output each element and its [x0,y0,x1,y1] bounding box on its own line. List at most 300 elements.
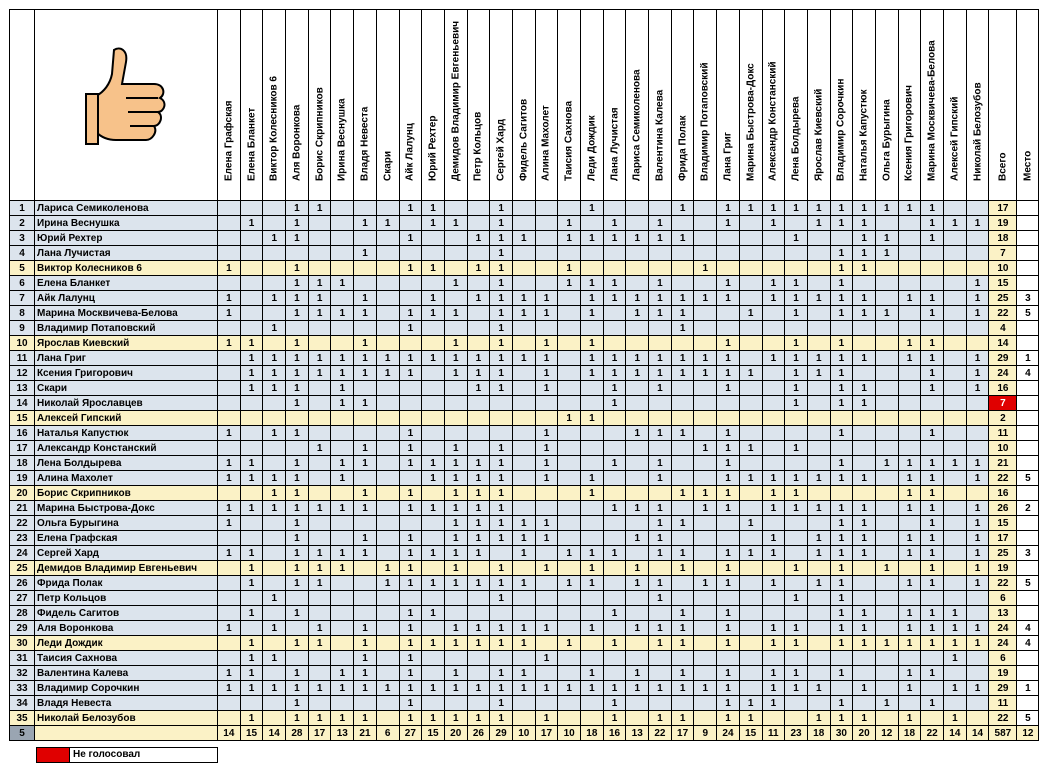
vote-cell [807,666,830,681]
vote-cell [331,411,354,426]
vote-cell: 1 [830,711,853,726]
vote-cell: 1 [649,501,672,516]
vote-cell [626,471,649,486]
row-place [1017,651,1039,666]
vote-cell: 1 [399,306,422,321]
row-number: 2 [10,216,35,231]
vote-cell [218,396,241,411]
row-total: 18 [989,231,1017,246]
vote-cell [535,246,558,261]
vote-cell [966,441,989,456]
vote-cell [354,591,377,606]
vote-cell: 1 [966,366,989,381]
participant-name: Сергей Хард [35,546,218,561]
vote-cell: 1 [671,516,694,531]
vote-cell [240,396,263,411]
column-total: 10 [558,726,581,741]
vote-cell [535,276,558,291]
row-total: 24 [989,636,1017,651]
vote-cell: 1 [649,456,672,471]
row-total: 19 [989,561,1017,576]
row-total: 15 [989,516,1017,531]
vote-cell [354,321,377,336]
vote-cell [308,336,331,351]
row-total: 25 [989,291,1017,306]
vote-cell [422,411,445,426]
vote-cell: 1 [626,366,649,381]
vote-cell [739,666,762,681]
vote-cell: 1 [785,276,808,291]
row-number: 19 [10,471,35,486]
vote-cell [603,261,626,276]
vote-cell: 1 [671,666,694,681]
vote-cell: 1 [535,291,558,306]
vote-cell: 1 [898,576,921,591]
vote-cell: 1 [739,516,762,531]
vote-cell [785,321,808,336]
vote-cell: 1 [399,426,422,441]
vote-cell [399,516,422,531]
row-number: 9 [10,321,35,336]
vote-cell: 1 [263,591,286,606]
row-number: 7 [10,291,35,306]
column-header [762,10,785,201]
vote-cell [626,456,649,471]
vote-cell [603,531,626,546]
vote-cell: 1 [535,681,558,696]
vote-cell: 1 [626,561,649,576]
vote-cell: 1 [649,276,672,291]
vote-cell [785,246,808,261]
vote-cell: 1 [898,636,921,651]
vote-cell: 1 [785,231,808,246]
vote-cell [717,261,740,276]
vote-cell: 1 [898,291,921,306]
vote-cell [875,546,898,561]
column-header-label: Ксения Григорович [903,85,915,181]
vote-cell [444,381,467,396]
vote-cell [558,621,581,636]
vote-cell: 1 [535,711,558,726]
vote-cell: 1 [354,621,377,636]
vote-cell: 1 [354,486,377,501]
vote-cell [966,426,989,441]
participant-name: Фрида Полак [35,576,218,591]
vote-cell [263,561,286,576]
vote-cell: 1 [762,546,785,561]
vote-cell [762,711,785,726]
participant-name: Лена Болдырева [35,456,218,471]
row-number: 13 [10,381,35,396]
vote-cell: 1 [807,546,830,561]
vote-cell: 1 [399,501,422,516]
vote-cell: 1 [785,501,808,516]
vote-cell: 1 [966,456,989,471]
column-header [218,10,241,201]
column-total: 27 [399,726,422,741]
vote-cell: 1 [467,486,490,501]
row-total: 6 [989,651,1017,666]
vote-cell: 1 [762,666,785,681]
vote-cell: 1 [399,261,422,276]
column-total: 29 [490,726,513,741]
column-header-label: Владимир Сорочкин [835,78,847,181]
vote-cell: 1 [535,426,558,441]
vote-cell: 1 [331,471,354,486]
vote-cell [376,261,399,276]
column-header-label: Айк Лалунц [404,123,416,181]
row-number: 35 [10,711,35,726]
column-header [875,10,898,201]
vote-cell: 1 [898,351,921,366]
vote-cell [694,276,717,291]
row-number: 33 [10,681,35,696]
row-number: 28 [10,606,35,621]
vote-cell [422,591,445,606]
vote-cell: 1 [626,681,649,696]
vote-cell [944,411,967,426]
table-row [10,516,1039,531]
vote-cell [739,591,762,606]
vote-cell [444,696,467,711]
vote-cell [626,651,649,666]
vote-cell: 1 [286,561,309,576]
vote-cell [807,591,830,606]
vote-cell: 1 [921,381,944,396]
vote-cell: 1 [898,486,921,501]
column-header [467,10,490,201]
vote-cell: 1 [218,291,241,306]
vote-cell [626,411,649,426]
row-total: 16 [989,381,1017,396]
column-header-label: Лана Григ [722,132,734,181]
vote-cell [603,246,626,261]
vote-cell: 1 [535,336,558,351]
column-header-label: Марина Москвичева-Белова [926,40,938,181]
row-number: 1 [10,201,35,216]
column-header [671,10,694,201]
vote-cell: 1 [671,681,694,696]
vote-cell [626,261,649,276]
vote-cell: 1 [263,486,286,501]
vote-cell [263,246,286,261]
participant-name: Фидель Сагитов [35,606,218,621]
vote-cell [853,321,876,336]
vote-cell [785,711,808,726]
vote-cell: 1 [331,501,354,516]
vote-cell [898,426,921,441]
vote-cell: 1 [581,576,604,591]
row-place [1017,591,1039,606]
vote-cell [308,516,331,531]
vote-cell: 1 [240,636,263,651]
vote-cell [240,321,263,336]
vote-cell: 1 [308,621,331,636]
row-total: 29 [989,351,1017,366]
vote-cell: 1 [739,546,762,561]
row-number: 18 [10,456,35,471]
row-place [1017,276,1039,291]
vote-cell: 1 [762,486,785,501]
vote-cell [762,336,785,351]
vote-cell: 1 [898,666,921,681]
vote-cell: 1 [535,531,558,546]
vote-cell: 1 [331,666,354,681]
vote-cell [898,321,921,336]
vote-cell: 1 [240,546,263,561]
vote-cell: 1 [263,231,286,246]
participant-name: Аля Воронкова [35,621,218,636]
vote-cell: 1 [240,471,263,486]
vote-cell [218,216,241,231]
vote-cell [512,321,535,336]
vote-cell: 1 [240,366,263,381]
vote-cell: 1 [830,351,853,366]
vote-cell [467,441,490,456]
vote-cell: 1 [490,261,513,276]
vote-cell: 1 [671,711,694,726]
vote-cell: 1 [308,546,331,561]
vote-cell: 1 [512,516,535,531]
vote-cell [785,216,808,231]
vote-cell: 1 [921,621,944,636]
column-header-label: Наталья Капустюк [858,89,870,181]
vote-cell: 1 [422,711,445,726]
vote-cell: 1 [422,501,445,516]
vote-cell [581,456,604,471]
vote-cell: 1 [512,576,535,591]
vote-cell [739,396,762,411]
vote-cell: 1 [444,456,467,471]
vote-cell [581,636,604,651]
vote-cell [581,441,604,456]
row-total: 10 [989,261,1017,276]
vote-cell: 1 [921,606,944,621]
vote-cell: 1 [535,456,558,471]
vote-cell: 1 [286,351,309,366]
vote-cell [581,501,604,516]
vote-cell [671,276,694,291]
vote-cell [785,531,808,546]
table-row [10,531,1039,546]
vote-cell [603,486,626,501]
vote-cell: 1 [558,231,581,246]
vote-cell [467,321,490,336]
vote-cell [944,471,967,486]
vote-cell: 1 [308,201,331,216]
vote-cell [376,531,399,546]
vote-cell: 1 [467,531,490,546]
vote-cell [263,516,286,531]
vote-cell [376,396,399,411]
vote-cell: 1 [218,666,241,681]
vote-cell [807,516,830,531]
vote-cell [898,396,921,411]
vote-cell [535,591,558,606]
vote-cell [467,411,490,426]
vote-cell: 1 [921,636,944,651]
column-total: 6 [376,726,399,741]
row-number: 8 [10,306,35,321]
vote-cell: 1 [286,456,309,471]
vote-cell: 1 [807,681,830,696]
vote-cell: 1 [649,216,672,231]
vote-cell: 1 [286,711,309,726]
vote-cell [444,396,467,411]
vote-cell: 1 [467,681,490,696]
vote-cell [218,591,241,606]
vote-cell [354,381,377,396]
vote-cell [376,291,399,306]
vote-cell [875,711,898,726]
vote-cell [671,411,694,426]
vote-cell: 1 [467,261,490,276]
vote-cell: 1 [898,456,921,471]
vote-cell [286,441,309,456]
column-header [649,10,672,201]
vote-cell [218,651,241,666]
vote-cell: 1 [739,471,762,486]
vote-cell: 1 [422,636,445,651]
column-total: 17 [671,726,694,741]
row-total: 25 [989,546,1017,561]
vote-cell [739,336,762,351]
row-place [1017,411,1039,426]
vote-cell [807,606,830,621]
vote-cell [535,501,558,516]
column-total: 26 [467,726,490,741]
column-header-label: Алексей Гипский [949,96,961,181]
vote-cell [286,591,309,606]
row-total: 2 [989,411,1017,426]
vote-cell: 1 [785,621,808,636]
column-header-label: Лана Лучистая [609,107,621,181]
vote-cell: 1 [785,201,808,216]
vote-cell: 1 [308,306,331,321]
vote-cell: 1 [399,606,422,621]
vote-cell: 1 [898,606,921,621]
vote-cell: 1 [898,471,921,486]
vote-cell: 1 [785,291,808,306]
column-header-label: Владимир Потаповский [699,62,711,181]
vote-cell [376,486,399,501]
vote-cell [626,606,649,621]
vote-cell: 1 [671,636,694,651]
row-place: 4 [1017,636,1039,651]
vote-cell [966,261,989,276]
vote-cell [512,276,535,291]
vote-cell [626,546,649,561]
vote-cell [581,516,604,531]
vote-cell: 1 [671,351,694,366]
vote-cell: 1 [354,441,377,456]
vote-cell [581,606,604,621]
vote-cell [944,261,967,276]
vote-cell: 1 [354,336,377,351]
participant-name: Борис Скрипников [35,486,218,501]
vote-cell: 1 [830,456,853,471]
row-total: 29 [989,681,1017,696]
corner-cell [10,10,35,201]
vote-cell [762,396,785,411]
vote-cell: 1 [490,516,513,531]
vote-cell [308,231,331,246]
vote-cell: 1 [603,711,626,726]
vote-cell: 1 [739,306,762,321]
vote-cell: 1 [444,561,467,576]
vote-cell [240,621,263,636]
vote-cell: 1 [218,546,241,561]
vote-cell: 1 [944,636,967,651]
vote-cell: 1 [671,621,694,636]
row-place: 1 [1017,351,1039,366]
vote-cell: 1 [535,381,558,396]
vote-cell: 1 [422,261,445,276]
row-total: 14 [989,336,1017,351]
vote-cell: 1 [830,471,853,486]
vote-cell [875,531,898,546]
vote-cell [898,561,921,576]
table-row [10,696,1039,711]
participant-name: Владимир Потаповский [35,321,218,336]
vote-cell: 1 [603,396,626,411]
vote-cell: 1 [444,471,467,486]
vote-cell [807,441,830,456]
vote-cell [898,216,921,231]
vote-cell: 1 [626,501,649,516]
vote-cell: 1 [966,561,989,576]
vote-cell [240,426,263,441]
vote-cell: 1 [649,636,672,651]
vote-cell: 1 [649,351,672,366]
vote-cell [921,411,944,426]
vote-cell [785,696,808,711]
vote-cell [444,426,467,441]
vote-cell [354,561,377,576]
vote-cell: 1 [512,291,535,306]
vote-cell: 1 [218,261,241,276]
vote-cell [286,246,309,261]
vote-cell [535,696,558,711]
vote-cell: 1 [649,516,672,531]
vote-cell: 1 [898,546,921,561]
vote-cell [762,411,785,426]
vote-cell [558,696,581,711]
table-row [10,336,1039,351]
column-header-label: Марина Быстрова-Докс [745,63,757,181]
vote-cell: 1 [830,336,853,351]
vote-cell [626,696,649,711]
vote-cell: 1 [490,711,513,726]
vote-cell [308,696,331,711]
vote-cell [218,561,241,576]
vote-cell [308,591,331,606]
vote-cell: 1 [830,561,853,576]
row-number: 5 [10,261,35,276]
place-header-label: Место [1022,150,1034,181]
vote-cell [581,531,604,546]
vote-cell: 1 [535,471,558,486]
vote-cell: 1 [739,441,762,456]
vote-cell [263,576,286,591]
vote-cell [218,606,241,621]
vote-cell [966,336,989,351]
vote-cell [875,336,898,351]
vote-cell [671,396,694,411]
vote-cell [649,486,672,501]
column-header [399,10,422,201]
vote-cell [558,501,581,516]
